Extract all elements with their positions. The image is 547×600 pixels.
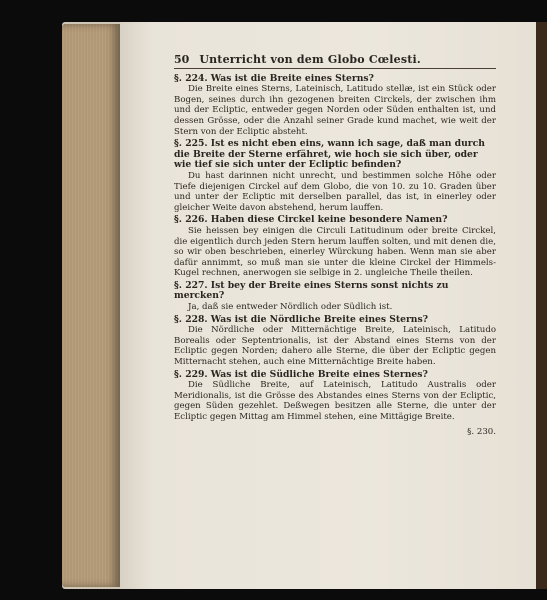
question-229: §. 229. Was ist die Südliche Breite eines Sternes? (174, 368, 428, 380)
question-226: §. 226. Haben diese Circkel keine besondere Namen? (174, 214, 448, 226)
answer-226: Sie heissen bey einigen die Circuli Latitudinum oder breite Circkel, die eigentlich durch jeden Stern herum lauffen solten, und mit denen die, so wir oben beschrieben, einerley Würckung haben. Wenn man sie aber dafür annimmt, so muß man sie unter die kleine Circkel der Himmels-Kugel rechnen, anerwogen sie selbige in 2. ungleiche Theile theilen. (174, 225, 496, 279)
page-edges (62, 24, 120, 587)
answer-227: Ja, daß sie entweder Nördlich oder Südlich ist. (188, 302, 393, 313)
answer-225: Du hast darinnen nicht unrecht, und bestimmen solche Höhe oder Tiefe diejenigen Circkel auf dem Globo, die von 10. zu 10. Graden über und unter der Ecliptic mit derselben parallel, das ist, in einerley oder gleicher Weite davon abstehend, herum lauffen. (174, 170, 496, 213)
running-title: Unterricht von dem Globo Cœlesti. (199, 53, 421, 66)
answer-229: Die Südliche Breite, auf Lateinisch, Latitudo Australis oder Meridionalis, ist die Grösse des Abstandes eines Sterns von der Ecliptic, gegen Süden gezehlet. Deßwegen besitzen alle Sterne, die unter der Ecliptic gegen Mittag am Himmel stehen, eine Mittägige Breite. (174, 380, 496, 422)
answer-224: Die Breite eines Sterns, Lateinisch, Latitudo stellæ, ist ein Stück oder Bogen, seines durch ihn gezogenen breiten Circkels, der zwischen ihm und der Ecliptic, entweder gegen Norden oder Süden enthalten ist, und dessen Grösse, oder die Anzahl seiner Grade kund machet, wie weit der Stern von der Ecliptic absteht. (174, 84, 496, 137)
running-header (174, 55, 496, 69)
binding-strip (536, 22, 547, 589)
question-227: §. 227. Ist bey der Breite eines Sterns sonst nichts zu mercken? (174, 279, 449, 302)
question-228: §. 228. Was ist die Nördliche Breite eines Sterns? (174, 313, 429, 325)
page-text (174, 55, 496, 437)
catchword: §. 230. (467, 426, 496, 437)
answer-228: Die Nördliche oder Mitternächtige Breite, Lateinisch, Latitudo Borealis oder Septentrionalis, ist der Abstand eines Sterns von der Ecliptic gegen Norden; dahero alle Sterne, die über der Ecliptic gegen Mitternacht stehen, auch eine Mitternächtige Breite haben. (174, 325, 496, 368)
question-225: §. 225. Ist es nicht eben eins, wann ich sage, daß man durch die Breite der Sterne erfähret, wie hoch sie sich über, oder wie tief sie sich unter der Ecliptic befinden? (174, 138, 485, 171)
question-224: §. 224. Was ist die Breite eines Sterns? (174, 72, 374, 84)
page-number: 50 (174, 53, 190, 66)
